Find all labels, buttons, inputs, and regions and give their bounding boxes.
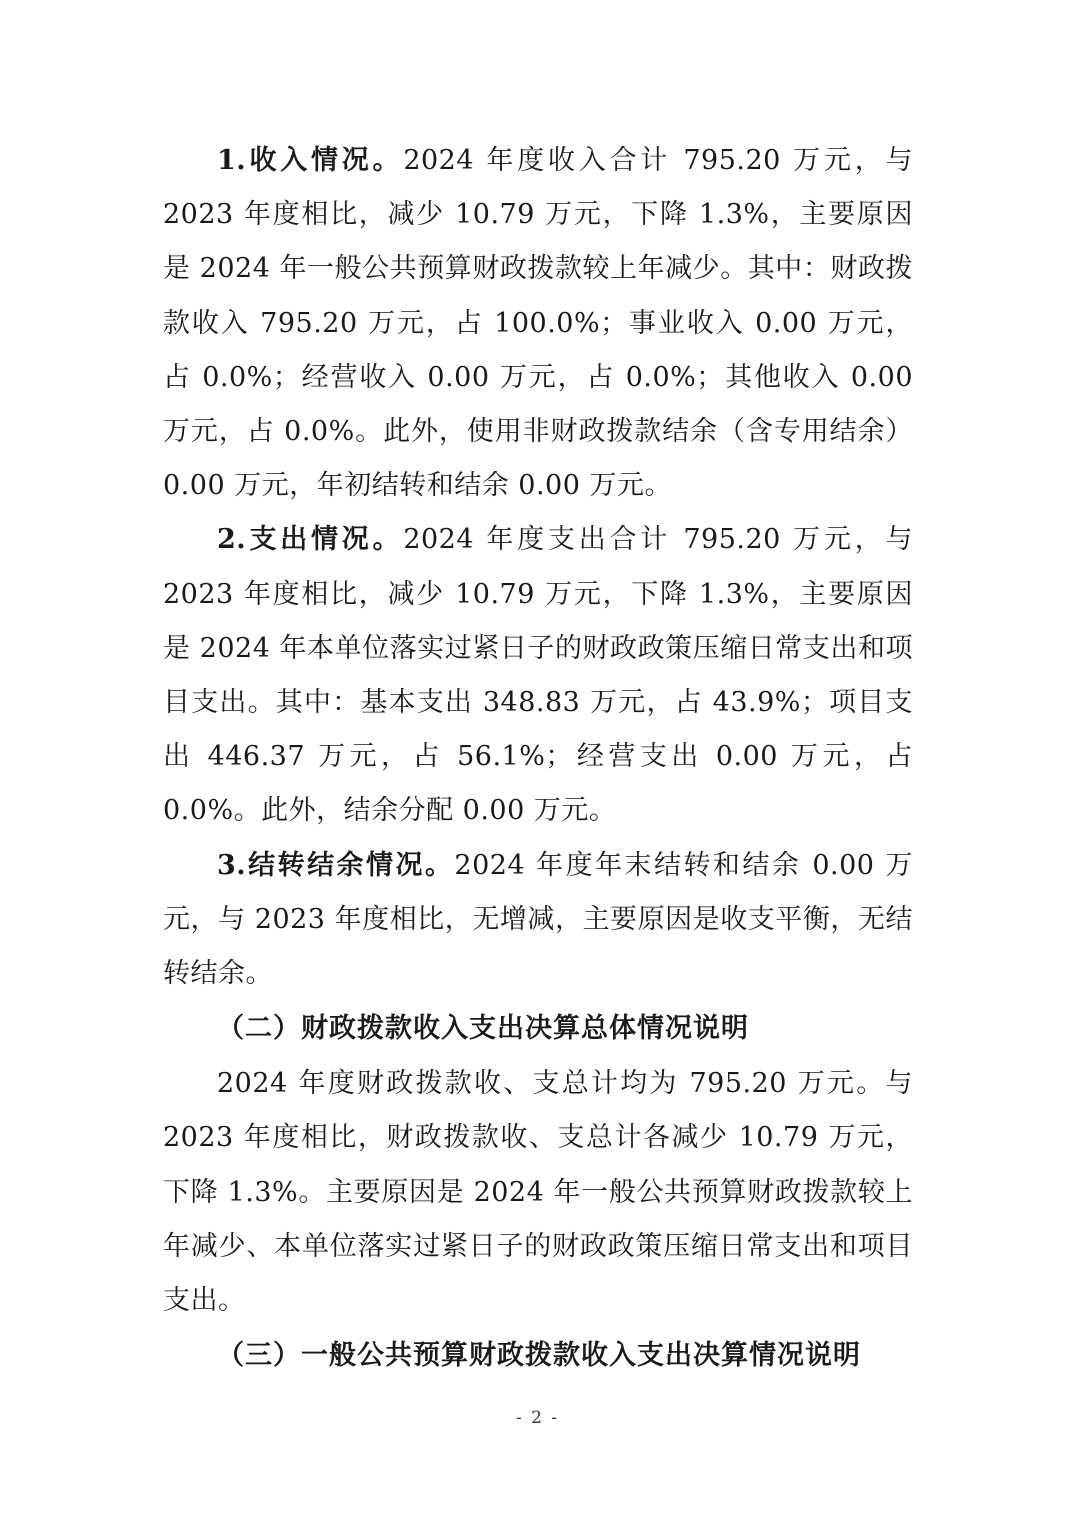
section2-heading: （二）财政拨款收入支出决算总体情况说明 — [217, 1013, 749, 1045]
carryover-text: 2024 年度年末结转和结余 0.00 万元，与 2023 年度相比，无增减，主要原因是收支平衡，无结转结余。 — [163, 849, 914, 990]
expenditure-text: 2024 年度支出合计 795.20 万元，与 2023 年度相比，减少 10.79 万元，下降 1.3%，主要原因是 2024 年本单位落实过紧日子的财政政策压缩日常支出和项目支出。其中：基本支出 348.83 万元，占 43.9%；项目支出 446.37 万元，占 56.1%；经营支出 0.00 万元，占 0.0%。此外，结余分配 0.00 万元。 — [163, 524, 913, 827]
expenditure-paragraph — [163, 513, 913, 838]
section2-paragraph: 2024 年度财政拨款收、支总计均为 795.20 万元。与 2023 年度相比，财政拨款收、支总计各减少 10.79 万元，下降 1.3%。主要原因是 2024 年一般公共预算财政拨款较上年减少、本单位落实过紧日子的财政政策压缩日常支出和项目支出。 — [163, 1068, 913, 1317]
carryover-paragraph — [163, 839, 913, 1002]
section3-heading: （三）一般公共预算财政拨款收入支出决算情况说明 — [217, 1340, 861, 1372]
page-number: - 2 - — [515, 1408, 560, 1428]
income-lead: 1.收入情况。 — [217, 145, 404, 176]
carryover-lead: 3.结转结余情况。 — [217, 849, 455, 881]
document-page — [163, 134, 913, 1384]
expenditure-lead: 2.支出情况。 — [217, 524, 404, 556]
income-paragraph — [163, 134, 913, 513]
income-text: 2024 年度收入合计 795.20 万元，与 2023 年度相比，减少 10.79 万元，下降 1.3%，主要原因是 2024 年一般公共预算财政拨款较上年减少。其中：财政拨款收入 795.20 万元，占 100.0%；事业收入 0.00 万元，占 0.0%；经营收入 0.00 万元，占 0.0%；其他收入 0.00 万元，占 0.0%。此外，使用非财政拨款结余（含专用结余）0.00 万元，年初结转和结余 0.00 万元。 — [163, 145, 913, 502]
